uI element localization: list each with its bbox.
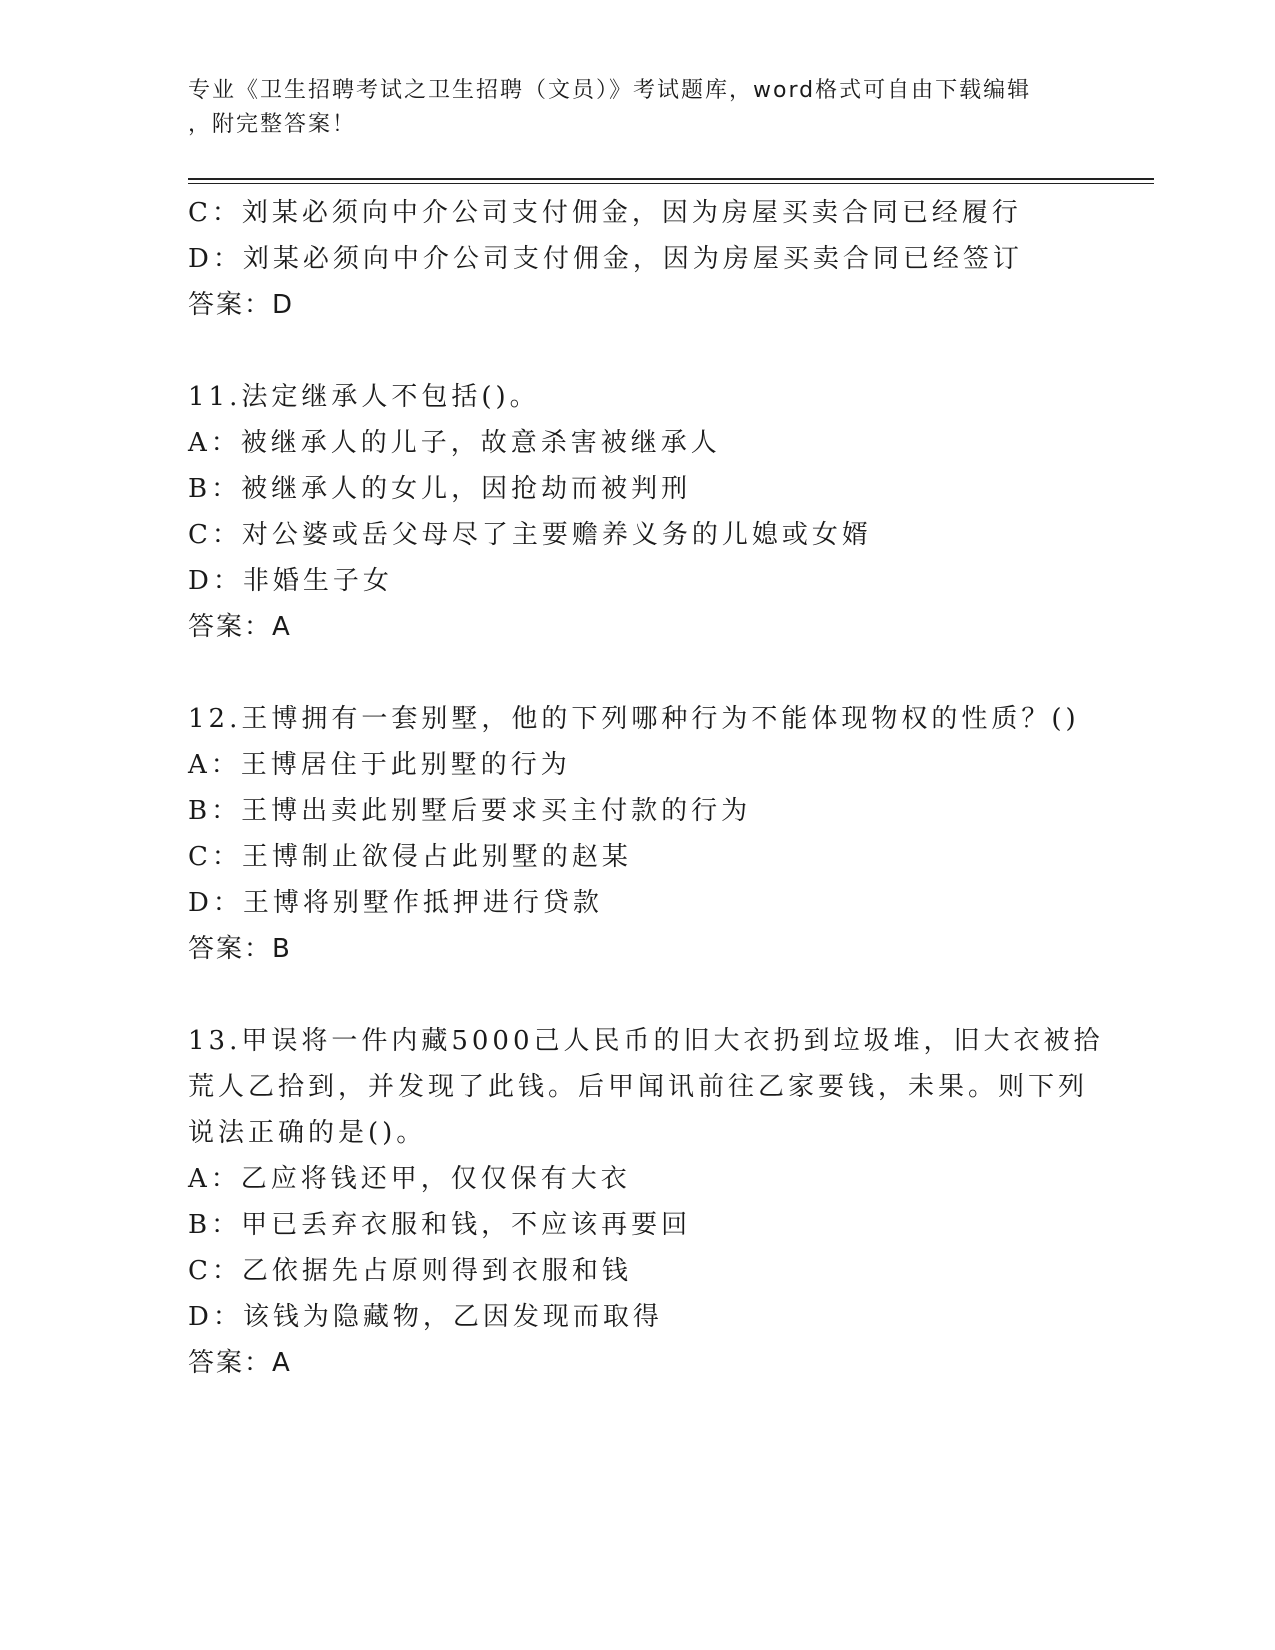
option-text: 乙应将钱还甲，仅仅保有大衣 <box>240 1164 631 1194</box>
option-text: 该钱为隐藏物，乙因发现而取得 <box>242 1302 663 1332</box>
option-letter: C： <box>188 842 242 872</box>
header-line-1: 专业《卫生招聘考试之卫生招聘（文员）》考试题库，word格式可自由下载编辑 <box>188 78 1032 103</box>
question-stem: 11.法定继承人不包括()。 <box>188 382 540 412</box>
question-stem-line-1: 13.甲误将一件内藏5000己人民币的旧大衣扔到垃圾堆，旧大衣被拾 <box>188 1026 1104 1056</box>
option-letter: B： <box>188 474 242 504</box>
option-text: 王博将别墅作抵押进行贷款 <box>242 888 603 918</box>
header-line-2: ，附完整答案！ <box>188 112 357 137</box>
option-text: 王博居住于此别墅的行为 <box>240 750 571 780</box>
question-11 <box>188 374 1088 650</box>
option-text: 王博制止欲侵占此别墅的赵某 <box>241 842 632 872</box>
option-letter: A： <box>188 428 241 458</box>
option-letter: C： <box>188 520 242 550</box>
question-list <box>188 190 1104 1386</box>
option-letter: D： <box>188 566 243 596</box>
header-divider-thick <box>188 178 1154 180</box>
option-text: 甲已丢弃衣服和钱，不应该再要回 <box>241 1210 692 1240</box>
option-text: 乙依据先占原则得到衣服和钱 <box>241 1256 632 1286</box>
header-divider-thin <box>188 183 1154 184</box>
answer-line: 答案：A <box>188 612 292 642</box>
option-c <box>188 834 1088 880</box>
option-c <box>188 1248 1088 1294</box>
option-letter: C： <box>188 1256 242 1286</box>
option-c <box>188 190 1088 236</box>
option-c <box>188 512 1088 558</box>
option-d <box>188 1294 1088 1340</box>
option-b <box>188 466 1088 512</box>
option-letter: A： <box>188 1164 241 1194</box>
document-header <box>188 74 1068 142</box>
option-letter: D： <box>188 1302 243 1332</box>
question-13 <box>188 1018 1104 1386</box>
answer-line: 答案：B <box>188 934 292 964</box>
option-letter: A： <box>188 750 241 780</box>
option-text: 非婚生子女 <box>242 566 393 596</box>
option-text: 刘某必须向中介公司支付佣金，因为房屋买卖合同已经签订 <box>242 244 1023 274</box>
answer-line: 答案：D <box>188 290 295 320</box>
option-a <box>188 742 1088 788</box>
option-b <box>188 1202 1088 1248</box>
option-letter: B： <box>188 1210 242 1240</box>
option-d <box>188 236 1088 282</box>
option-d <box>188 558 1088 604</box>
question-stem-line-3: 说法正确的是()。 <box>188 1118 427 1148</box>
option-a <box>188 1156 1088 1202</box>
option-text: 对公婆或岳父母尽了主要赡养义务的儿媳或女婿 <box>241 520 872 550</box>
option-text: 刘某必须向中介公司支付佣金，因为房屋买卖合同已经履行 <box>241 198 1022 228</box>
question-12 <box>188 696 1088 972</box>
option-b <box>188 788 1088 834</box>
option-text: 被继承人的儿子，故意杀害被继承人 <box>240 428 721 458</box>
question-partial <box>188 190 1088 328</box>
option-letter: D： <box>188 244 243 274</box>
option-text: 王博出卖此别墅后要求买主付款的行为 <box>241 796 752 826</box>
answer-line: 答案：A <box>188 1348 292 1378</box>
option-d <box>188 880 1088 926</box>
question-stem: 12.王博拥有一套别墅，他的下列哪种行为不能体现物权的性质？() <box>188 704 1080 734</box>
option-letter: D： <box>188 888 243 918</box>
option-letter: B： <box>188 796 242 826</box>
option-a <box>188 420 1088 466</box>
question-stem-line-2: 荒人乙拾到，并发现了此钱。后甲闻讯前往乙家要钱，未果。则下列 <box>188 1072 1089 1102</box>
option-letter: C： <box>188 198 242 228</box>
option-text: 被继承人的女儿，因抢劫而被判刑 <box>241 474 692 504</box>
